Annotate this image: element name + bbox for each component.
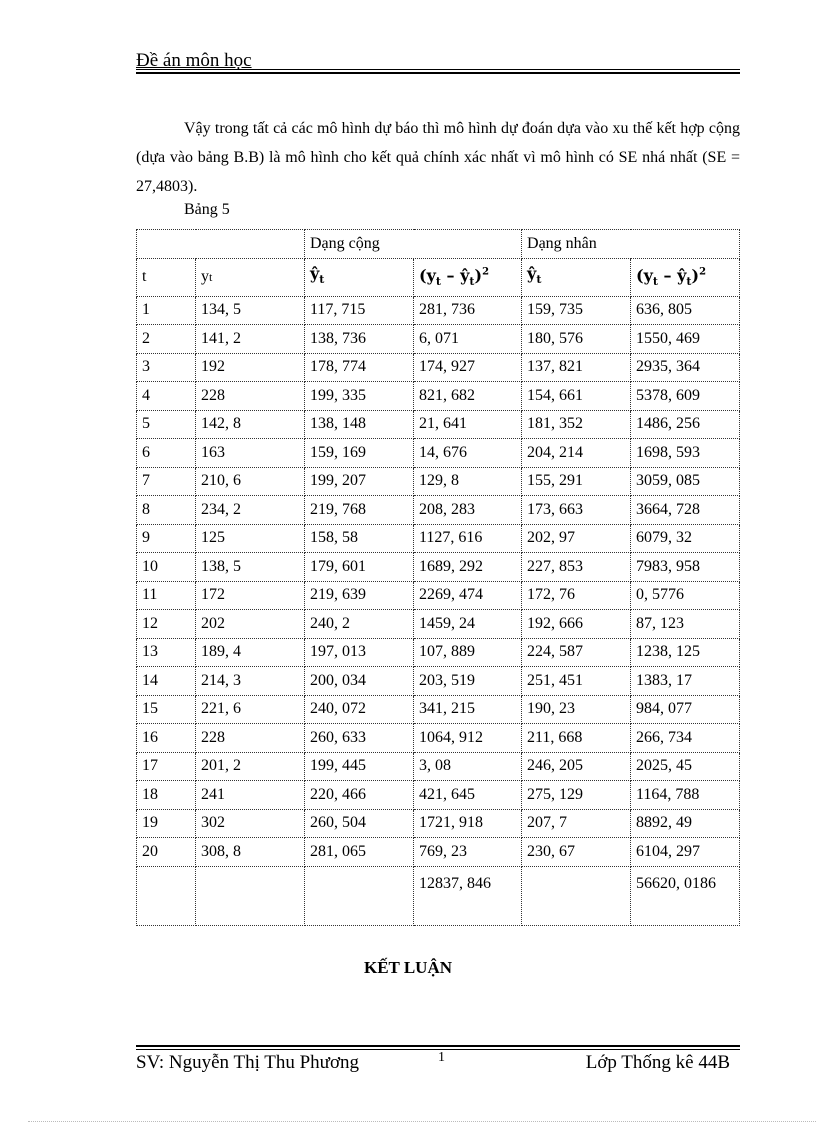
table-row [137, 667, 740, 696]
cell-multiplicative-sq: 8892, 49 [631, 809, 740, 838]
table-row [137, 353, 740, 382]
header-additive-fit [305, 258, 414, 296]
cell-yt: 210, 6 [196, 467, 305, 496]
table-body [137, 296, 740, 866]
cell-t: 18 [137, 781, 196, 810]
cell-t: 10 [137, 553, 196, 582]
cell-yt: 125 [196, 524, 305, 553]
table-row [137, 296, 740, 325]
header-rule-thick [136, 72, 740, 74]
cell-t: 5 [137, 410, 196, 439]
cell-multiplicative-fit: 211, 668 [522, 724, 631, 753]
table-row [137, 724, 740, 753]
cell-additive-fit: 240, 2 [305, 610, 414, 639]
footer-student: SV: Nguyễn Thị Thu Phương [136, 1052, 360, 1073]
cell-yt: 214, 3 [196, 667, 305, 696]
cell-multiplicative-fit: 230, 67 [522, 838, 631, 867]
footer-rule-thick [136, 1045, 740, 1047]
cell-multiplicative-sq: 1698, 593 [631, 439, 740, 468]
squared-error-symbol: ($y_t$ – $ŷ_t)^2$ [419, 265, 490, 288]
cell-additive-fit: 220, 466 [305, 781, 414, 810]
total-additive-sq: 12837, 846 [414, 866, 522, 925]
cell-additive-fit: 158, 58 [305, 524, 414, 553]
cell-multiplicative-fit: 154, 661 [522, 382, 631, 411]
cell-additive-fit: 281, 065 [305, 838, 414, 867]
cell-additive-fit: 178, 774 [305, 353, 414, 382]
cell-multiplicative-sq: 1486, 256 [631, 410, 740, 439]
total-empty-cell [305, 866, 414, 925]
cell-multiplicative-fit: 137, 821 [522, 353, 631, 382]
cell-yt: 234, 2 [196, 496, 305, 525]
cell-multiplicative-fit: 246, 205 [522, 752, 631, 781]
total-empty-cell [137, 866, 196, 925]
cell-multiplicative-sq: 1383, 17 [631, 667, 740, 696]
cell-additive-sq: 1721, 918 [414, 809, 522, 838]
cell-additive-sq: 1459, 24 [414, 610, 522, 639]
table-row [137, 781, 740, 810]
table-row [137, 382, 740, 411]
cell-additive-fit: 240, 072 [305, 695, 414, 724]
cell-additive-sq: 769, 23 [414, 838, 522, 867]
cell-t: 12 [137, 610, 196, 639]
cell-multiplicative-sq: 3664, 728 [631, 496, 740, 525]
cell-additive-sq: 107, 889 [414, 638, 522, 667]
cell-multiplicative-sq: 0, 5776 [631, 581, 740, 610]
cell-t: 7 [137, 467, 196, 496]
cell-multiplicative-fit: 173, 663 [522, 496, 631, 525]
cell-additive-fit: 138, 148 [305, 410, 414, 439]
cell-additive-sq: 14, 676 [414, 439, 522, 468]
cell-multiplicative-fit: 227, 853 [522, 553, 631, 582]
page-header [136, 50, 740, 72]
header-yt [196, 258, 305, 296]
conclusion-heading: KẾT LUẬN [363, 958, 452, 977]
cell-yt: 201, 2 [196, 752, 305, 781]
table-row [137, 496, 740, 525]
header-empty-cell [137, 230, 305, 259]
cell-multiplicative-sq: 5378, 609 [631, 382, 740, 411]
cell-yt: 202 [196, 610, 305, 639]
forecast-table [136, 229, 740, 926]
cell-additive-fit: 199, 445 [305, 752, 414, 781]
cell-t: 20 [137, 838, 196, 867]
header-additive-sq [414, 258, 522, 296]
cell-additive-sq: 421, 645 [414, 781, 522, 810]
cell-multiplicative-sq: 984, 077 [631, 695, 740, 724]
cell-t: 8 [137, 496, 196, 525]
cell-multiplicative-sq: 1238, 125 [631, 638, 740, 667]
cell-multiplicative-fit: 180, 576 [522, 325, 631, 354]
cell-additive-fit: 159, 169 [305, 439, 414, 468]
cell-additive-fit: 260, 633 [305, 724, 414, 753]
cell-additive-fit: 260, 504 [305, 809, 414, 838]
cell-additive-sq: 821, 682 [414, 382, 522, 411]
cell-multiplicative-sq: 266, 734 [631, 724, 740, 753]
cell-additive-fit: 199, 207 [305, 467, 414, 496]
cell-yt: 241 [196, 781, 305, 810]
paragraph-text: Vậy trong tất cả các mô hình dự báo thì mô hình dự đoán dựa vào xu thế kết hợp cộng (dựa vào bảng B.B) là mô hình cho kết quả chính xác nhất vì mô hình có SE nhá nhất (SE = 27,4803). [136, 120, 740, 195]
footer-page-number: 1 [438, 1050, 445, 1065]
cell-yt: 228 [196, 382, 305, 411]
fit-symbol: $ŷ_t$ [527, 263, 542, 287]
header-title: Đề án môn học [136, 50, 252, 71]
cell-t: 17 [137, 752, 196, 781]
cell-additive-sq: 203, 519 [414, 667, 522, 696]
cell-multiplicative-fit: 190, 23 [522, 695, 631, 724]
cell-multiplicative-sq: 2935, 364 [631, 353, 740, 382]
cell-yt: 141, 2 [196, 325, 305, 354]
table-row [137, 524, 740, 553]
cell-additive-fit: 179, 601 [305, 553, 414, 582]
header-multiplicative: Dạng nhân [522, 230, 740, 259]
table-column-header-row [137, 258, 740, 296]
table-row [137, 553, 740, 582]
table-row [137, 410, 740, 439]
cell-yt: 134, 5 [196, 296, 305, 325]
cell-additive-sq: 1127, 616 [414, 524, 522, 553]
table-row [137, 581, 740, 610]
fit-symbol: $ŷ_t$ [310, 263, 325, 287]
cell-yt: 308, 8 [196, 838, 305, 867]
cell-multiplicative-sq: 1164, 788 [631, 781, 740, 810]
cell-multiplicative-fit: 192, 666 [522, 610, 631, 639]
cell-multiplicative-fit: 275, 129 [522, 781, 631, 810]
cell-additive-sq: 1064, 912 [414, 724, 522, 753]
cell-multiplicative-sq: 636, 805 [631, 296, 740, 325]
cell-additive-fit: 219, 768 [305, 496, 414, 525]
cell-yt: 189, 4 [196, 638, 305, 667]
cell-multiplicative-fit: 159, 735 [522, 296, 631, 325]
yt-base: y [201, 268, 209, 285]
squared-error-symbol: ($y_t$ – $ŷ_t)^2$ [636, 265, 707, 288]
cell-multiplicative-sq: 1550, 469 [631, 325, 740, 354]
table-row [137, 809, 740, 838]
header-rule-thin [136, 69, 740, 70]
body-paragraph [136, 114, 740, 201]
cell-additive-sq: 1689, 292 [414, 553, 522, 582]
bottom-dotted-line [28, 1121, 816, 1122]
cell-yt: 163 [196, 439, 305, 468]
cell-t: 2 [137, 325, 196, 354]
cell-additive-sq: 3, 08 [414, 752, 522, 781]
cell-multiplicative-sq: 87, 123 [631, 610, 740, 639]
cell-t: 9 [137, 524, 196, 553]
cell-yt: 302 [196, 809, 305, 838]
cell-additive-sq: 129, 8 [414, 467, 522, 496]
cell-multiplicative-fit: 155, 291 [522, 467, 631, 496]
cell-t: 3 [137, 353, 196, 382]
cell-t: 13 [137, 638, 196, 667]
table-total-row [137, 866, 740, 925]
cell-additive-fit: 138, 736 [305, 325, 414, 354]
cell-yt: 228 [196, 724, 305, 753]
header-t: t [137, 258, 196, 296]
cell-t: 19 [137, 809, 196, 838]
table-group-header-row [137, 230, 740, 259]
cell-yt: 192 [196, 353, 305, 382]
table-row [137, 610, 740, 639]
cell-t: 11 [137, 581, 196, 610]
cell-multiplicative-fit: 251, 451 [522, 667, 631, 696]
cell-additive-sq: 174, 927 [414, 353, 522, 382]
cell-multiplicative-fit: 207, 7 [522, 809, 631, 838]
cell-t: 6 [137, 439, 196, 468]
cell-additive-fit: 117, 715 [305, 296, 414, 325]
cell-t: 15 [137, 695, 196, 724]
cell-additive-fit: 197, 013 [305, 638, 414, 667]
total-empty-cell [522, 866, 631, 925]
cell-additive-sq: 21, 641 [414, 410, 522, 439]
table-row [137, 638, 740, 667]
cell-additive-fit: 199, 335 [305, 382, 414, 411]
cell-t: 1 [137, 296, 196, 325]
cell-yt: 142, 8 [196, 410, 305, 439]
cell-yt: 221, 6 [196, 695, 305, 724]
cell-additive-fit: 200, 034 [305, 667, 414, 696]
footer-class: Lớp Thống kê 44B [585, 1052, 730, 1073]
cell-multiplicative-fit: 181, 352 [522, 410, 631, 439]
cell-multiplicative-fit: 202, 97 [522, 524, 631, 553]
total-multiplicative-sq: 56620, 0186 [631, 866, 740, 925]
cell-t: 4 [137, 382, 196, 411]
table-caption: Bảng 5 [184, 201, 230, 218]
cell-multiplicative-fit: 224, 587 [522, 638, 631, 667]
total-empty-cell [196, 866, 305, 925]
cell-multiplicative-fit: 172, 76 [522, 581, 631, 610]
table-row [137, 325, 740, 354]
cell-yt: 172 [196, 581, 305, 610]
cell-additive-sq: 281, 736 [414, 296, 522, 325]
cell-multiplicative-sq: 3059, 085 [631, 467, 740, 496]
header-multiplicative-fit [522, 258, 631, 296]
table-row [137, 695, 740, 724]
cell-t: 14 [137, 667, 196, 696]
header-additive: Dạng cộng [305, 230, 522, 259]
cell-multiplicative-sq: 6104, 297 [631, 838, 740, 867]
cell-additive-fit: 219, 639 [305, 581, 414, 610]
cell-multiplicative-sq: 2025, 45 [631, 752, 740, 781]
header-multiplicative-sq [631, 258, 740, 296]
page-footer [136, 1045, 740, 1085]
table-row [137, 752, 740, 781]
cell-additive-sq: 341, 215 [414, 695, 522, 724]
cell-multiplicative-sq: 6079, 32 [631, 524, 740, 553]
table-row [137, 838, 740, 867]
yt-subscript: t [209, 270, 213, 284]
cell-additive-sq: 208, 283 [414, 496, 522, 525]
table-row [137, 439, 740, 468]
cell-yt: 138, 5 [196, 553, 305, 582]
table-row [137, 467, 740, 496]
cell-additive-sq: 6, 071 [414, 325, 522, 354]
cell-multiplicative-sq: 7983, 958 [631, 553, 740, 582]
cell-t: 16 [137, 724, 196, 753]
cell-additive-sq: 2269, 474 [414, 581, 522, 610]
cell-multiplicative-fit: 204, 214 [522, 439, 631, 468]
